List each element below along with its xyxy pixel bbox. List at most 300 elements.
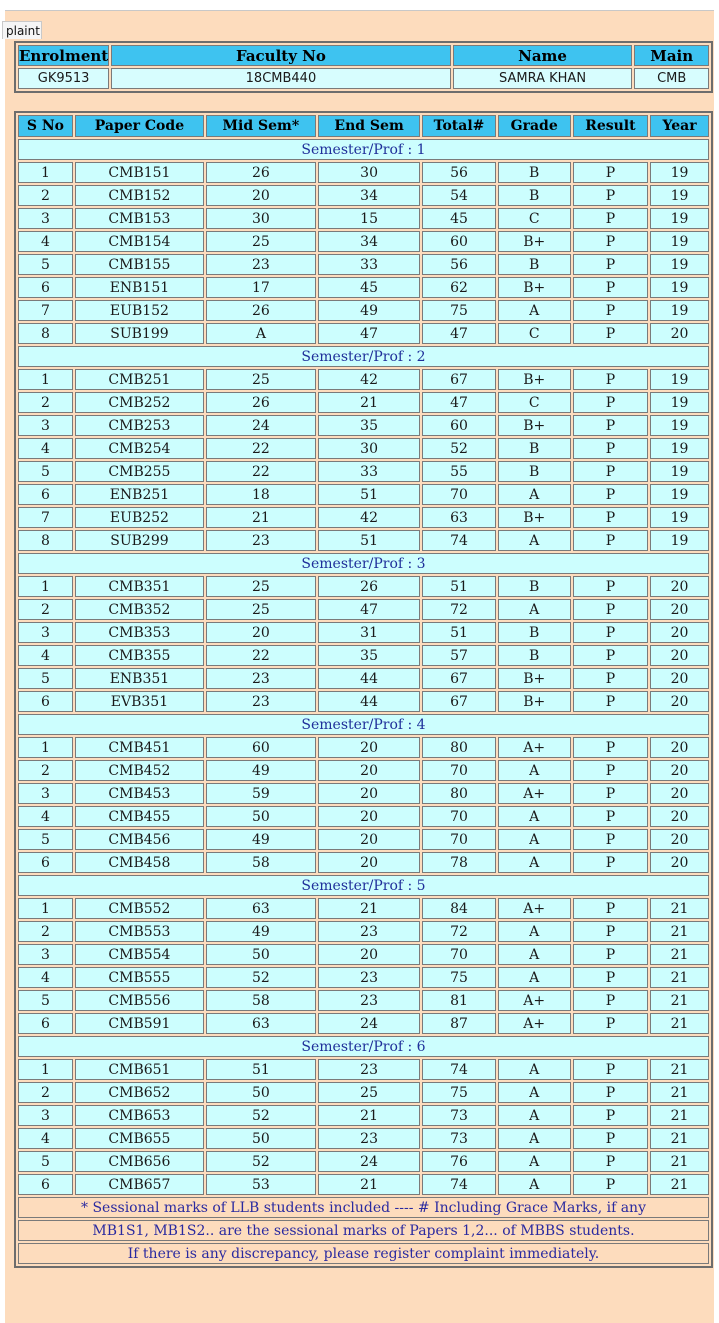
mid-sem-cell: 30 [206,208,316,229]
result-cell: P [573,1151,648,1172]
mid-sem-cell: 52 [206,1105,316,1126]
result-cell: P [573,323,648,344]
grade-cell: B+ [498,668,571,689]
table-row [18,507,709,528]
grade-cell: B+ [498,277,571,298]
result-cell: P [573,1105,648,1126]
table-row [18,1013,709,1034]
grade-cell: A [498,599,571,620]
grade-cell: B+ [498,369,571,390]
grade-header: Grade [498,115,571,137]
table-row [18,783,709,804]
grade-cell: A [498,1151,571,1172]
sno-cell: 2 [18,1082,73,1103]
mid-sem-cell: 59 [206,783,316,804]
name-value: SAMRA KHAN [453,68,633,89]
result-cell: P [573,208,648,229]
end-sem-header: End Sem [318,115,421,137]
grade-cell: B [498,576,571,597]
paper-code-cell: CMB251 [75,369,204,390]
year-cell: 21 [650,921,709,942]
sno-cell: 3 [18,415,73,436]
table-row [18,530,709,551]
year-cell: 19 [650,277,709,298]
table-row [18,208,709,229]
result-cell: P [573,392,648,413]
result-cell: P [573,852,648,873]
total-cell: 73 [422,1105,495,1126]
sno-cell: 6 [18,691,73,712]
year-cell: 19 [650,208,709,229]
note-row [18,1220,709,1241]
end-sem-cell: 23 [318,1128,421,1149]
end-sem-cell: 30 [318,438,421,459]
paper-code-cell: CMB552 [75,898,204,919]
table-row [18,277,709,298]
mid-sem-cell: 50 [206,1128,316,1149]
grade-cell: B [498,185,571,206]
result-cell: P [573,300,648,321]
paper-code-cell: EUB152 [75,300,204,321]
sno-cell: 6 [18,1013,73,1034]
end-sem-cell: 20 [318,737,421,758]
sno-cell: 4 [18,806,73,827]
total-cell: 80 [422,737,495,758]
year-cell: 19 [650,415,709,436]
total-cell: 67 [422,369,495,390]
table-row [18,415,709,436]
table-row [18,645,709,666]
end-sem-cell: 26 [318,576,421,597]
paper-code-cell: CMB153 [75,208,204,229]
year-cell: 19 [650,300,709,321]
grade-cell: A [498,1082,571,1103]
sno-cell: 3 [18,944,73,965]
end-sem-cell: 23 [318,967,421,988]
grade-cell: A [498,760,571,781]
result-cell: P [573,185,648,206]
sno-cell: 5 [18,1151,73,1172]
total-cell: 73 [422,1128,495,1149]
paper-code-cell: CMB155 [75,254,204,275]
result-cell: P [573,1128,648,1149]
sno-cell: 2 [18,185,73,206]
semester-heading: Semester/Prof : 4 [18,714,709,735]
enrolment-value: GK9513 [18,68,109,89]
total-cell: 56 [422,254,495,275]
semester-heading: Semester/Prof : 3 [18,553,709,574]
grade-cell: A+ [498,737,571,758]
sno-cell: 4 [18,1128,73,1149]
mid-sem-cell: 26 [206,162,316,183]
table-row [18,990,709,1011]
result-cell: P [573,576,648,597]
result-cell: P [573,668,648,689]
total-cell: 70 [422,829,495,850]
end-sem-cell: 42 [318,507,421,528]
paper-code-cell: ENB251 [75,484,204,505]
paper-code-cell: CMB455 [75,806,204,827]
table-row [18,760,709,781]
mid-sem-cell: 60 [206,737,316,758]
note-row [18,1243,709,1264]
result-cell: P [573,783,648,804]
paper-code-cell: CMB355 [75,645,204,666]
total-cell: 56 [422,162,495,183]
table-row [18,231,709,252]
total-cell: 51 [422,622,495,643]
mid-sem-cell: 49 [206,921,316,942]
sno-cell: 7 [18,507,73,528]
discrepancy-note: If there is any discrepancy, please register complaint immediately. [18,1243,709,1264]
result-cell: P [573,990,648,1011]
year-cell: 20 [650,622,709,643]
mid-sem-cell: 50 [206,944,316,965]
student-info-value-row [18,68,709,89]
end-sem-cell: 34 [318,231,421,252]
end-sem-cell: 49 [318,300,421,321]
sno-cell: 2 [18,392,73,413]
paper-code-cell: CMB452 [75,760,204,781]
total-cell: 70 [422,806,495,827]
grade-cell: A [498,1105,571,1126]
year-cell: 21 [650,990,709,1011]
mid-sem-cell: 20 [206,622,316,643]
year-cell: 19 [650,392,709,413]
table-row [18,438,709,459]
year-cell: 21 [650,1128,709,1149]
result-cell: P [573,806,648,827]
total-cell: 62 [422,277,495,298]
table-row [18,737,709,758]
year-cell: 21 [650,1059,709,1080]
semester-heading: Semester/Prof : 2 [18,346,709,367]
paper-code-cell: CMB351 [75,576,204,597]
end-sem-cell: 15 [318,208,421,229]
paper-code-cell: CMB653 [75,1105,204,1126]
mid-sem-cell: 58 [206,852,316,873]
year-cell: 20 [650,806,709,827]
year-cell: 20 [650,323,709,344]
enrolment-header: Enrolment [19,46,109,65]
sno-cell: 1 [18,576,73,597]
end-sem-cell: 45 [318,277,421,298]
grade-cell: A [498,852,571,873]
sno-cell: 1 [18,898,73,919]
mid-sem-cell: 52 [206,1151,316,1172]
end-sem-cell: 44 [318,691,421,712]
total-cell: 47 [422,323,495,344]
paper-code-header: Paper Code [75,115,204,137]
total-cell: 45 [422,208,495,229]
year-cell: 20 [650,599,709,620]
semester-heading: Semester/Prof : 5 [18,875,709,896]
grade-cell: A [498,530,571,551]
end-sem-cell: 20 [318,944,421,965]
table-row [18,691,709,712]
sno-cell: 8 [18,323,73,344]
result-cell: P [573,829,648,850]
paper-code-cell: CMB353 [75,622,204,643]
end-sem-cell: 51 [318,530,421,551]
mid-sem-cell: 58 [206,990,316,1011]
grade-cell: B+ [498,691,571,712]
result-cell: P [573,1013,648,1034]
total-header: Total# [422,115,495,137]
total-cell: 80 [422,783,495,804]
mid-sem-cell: 25 [206,599,316,620]
complaint-tab[interactable]: plaint [2,21,42,39]
total-cell: 75 [422,967,495,988]
result-cell: P [573,415,648,436]
result-cell: P [573,254,648,275]
total-cell: 70 [422,944,495,965]
table-row [18,1128,709,1149]
faculty-no-value: 18CMB440 [111,68,450,89]
mid-sem-cell: 51 [206,1059,316,1080]
total-cell: 81 [422,990,495,1011]
paper-code-cell: CMB555 [75,967,204,988]
end-sem-cell: 24 [318,1013,421,1034]
mid-sem-cell: 23 [206,668,316,689]
year-cell: 19 [650,185,709,206]
year-cell: 19 [650,369,709,390]
marks-header-row [18,115,709,137]
semester-heading-row [18,875,709,896]
sno-cell: 4 [18,231,73,252]
result-cell: P [573,277,648,298]
mid-sem-cell: 63 [206,898,316,919]
end-sem-cell: 34 [318,185,421,206]
result-cell: P [573,369,648,390]
table-row [18,1082,709,1103]
end-sem-cell: 42 [318,369,421,390]
sno-cell: 6 [18,1174,73,1195]
table-row [18,1105,709,1126]
grade-cell: B+ [498,415,571,436]
year-cell: 20 [650,691,709,712]
end-sem-cell: 44 [318,668,421,689]
sno-cell: 1 [18,737,73,758]
table-row [18,622,709,643]
total-cell: 67 [422,668,495,689]
year-cell: 20 [650,852,709,873]
grade-cell: B [498,438,571,459]
total-cell: 74 [422,1059,495,1080]
grade-cell: B+ [498,231,571,252]
grade-cell: A [498,1059,571,1080]
note-row [18,1197,709,1218]
end-sem-cell: 20 [318,829,421,850]
paper-code-cell: CMB151 [75,162,204,183]
result-cell: P [573,461,648,482]
semester-heading: Semester/Prof : 1 [18,139,709,160]
mid-sem-cell: 63 [206,1013,316,1034]
grade-cell: B+ [498,507,571,528]
mid-sem-cell: 22 [206,461,316,482]
sno-cell: 2 [18,599,73,620]
end-sem-cell: 35 [318,645,421,666]
grade-cell: A+ [498,898,571,919]
total-cell: 84 [422,898,495,919]
semester-heading-row [18,1036,709,1057]
mid-sem-cell: 18 [206,484,316,505]
end-sem-cell: 20 [318,852,421,873]
semester-heading-row [18,714,709,735]
grade-cell: A [498,300,571,321]
sno-cell: 6 [18,277,73,298]
year-cell: 19 [650,461,709,482]
table-row [18,461,709,482]
table-row [18,484,709,505]
paper-code-cell: ENB151 [75,277,204,298]
sno-cell: 3 [18,208,73,229]
mid-sem-cell: 25 [206,231,316,252]
table-row [18,599,709,620]
mid-sem-cell: 21 [206,507,316,528]
table-row [18,392,709,413]
result-cell: P [573,1082,648,1103]
grade-cell: A+ [498,990,571,1011]
grade-cell: B [498,254,571,275]
paper-code-cell: CMB656 [75,1151,204,1172]
total-cell: 87 [422,1013,495,1034]
mid-sem-cell: 50 [206,1082,316,1103]
table-row [18,967,709,988]
student-info-table [14,41,713,93]
total-cell: 67 [422,691,495,712]
grade-cell: B [498,622,571,643]
paper-code-cell: SUB299 [75,530,204,551]
year-cell: 19 [650,507,709,528]
sno-cell: 3 [18,622,73,643]
paper-code-cell: CMB252 [75,392,204,413]
mbbs-sessional-note: MB1S1, MB1S2.. are the sessional marks of Papers 1,2... of MBBS students. [18,1220,709,1241]
paper-code-cell: CMB657 [75,1174,204,1195]
total-cell: 74 [422,1174,495,1195]
end-sem-cell: 33 [318,461,421,482]
table-row [18,1174,709,1195]
table-row [18,806,709,827]
total-cell: 47 [422,392,495,413]
total-cell: 57 [422,645,495,666]
end-sem-cell: 33 [318,254,421,275]
year-cell: 21 [650,898,709,919]
result-cell: P [573,484,648,505]
total-cell: 60 [422,231,495,252]
sno-cell: 2 [18,921,73,942]
paper-code-cell: CMB655 [75,1128,204,1149]
total-cell: 55 [422,461,495,482]
total-cell: 63 [422,507,495,528]
sno-cell: 7 [18,300,73,321]
sno-cell: 4 [18,967,73,988]
table-row [18,576,709,597]
result-cell: P [573,162,648,183]
paper-code-cell: SUB199 [75,323,204,344]
result-cell: P [573,967,648,988]
sno-cell: 3 [18,1105,73,1126]
end-sem-cell: 21 [318,898,421,919]
total-cell: 70 [422,484,495,505]
student-info-header-row [18,45,709,66]
sno-cell: 4 [18,438,73,459]
table-row [18,1059,709,1080]
end-sem-cell: 25 [318,1082,421,1103]
year-cell: 19 [650,438,709,459]
year-cell: 21 [650,1013,709,1034]
table-row [18,323,709,344]
sno-cell: 5 [18,829,73,850]
mid-sem-cell: 24 [206,415,316,436]
table-row [18,369,709,390]
table-row [18,944,709,965]
table-row [18,898,709,919]
end-sem-cell: 21 [318,392,421,413]
result-cell: P [573,1174,648,1195]
grade-cell: A [498,1128,571,1149]
year-cell: 20 [650,737,709,758]
grade-cell: C [498,208,571,229]
sno-cell: 1 [18,1059,73,1080]
year-cell: 20 [650,645,709,666]
sno-cell: 5 [18,254,73,275]
mid-sem-cell: 23 [206,254,316,275]
table-row [18,852,709,873]
sno-cell: 4 [18,645,73,666]
year-cell: 21 [650,1174,709,1195]
total-cell: 70 [422,760,495,781]
table-row [18,254,709,275]
name-header: Name [453,45,633,66]
result-cell: P [573,898,648,919]
semester-heading-row [18,346,709,367]
paper-code-cell: CMB554 [75,944,204,965]
semester-heading: Semester/Prof : 6 [18,1036,709,1057]
grade-cell: B [498,645,571,666]
sno-cell: 5 [18,990,73,1011]
total-cell: 76 [422,1151,495,1172]
mid-sem-cell: 53 [206,1174,316,1195]
mid-sem-cell: 20 [206,185,316,206]
total-cell: 74 [422,530,495,551]
year-cell: 20 [650,760,709,781]
mid-sem-cell: 50 [206,806,316,827]
total-cell: 54 [422,185,495,206]
mid-sem-cell: 22 [206,645,316,666]
end-sem-cell: 23 [318,1059,421,1080]
result-cell: P [573,737,648,758]
table-row [18,921,709,942]
mid-sem-cell: 49 [206,829,316,850]
sno-cell: 3 [18,783,73,804]
end-sem-cell: 20 [318,760,421,781]
paper-code-cell: CMB456 [75,829,204,850]
sno-cell: 2 [18,760,73,781]
year-cell: 19 [650,231,709,252]
sno-cell: 5 [18,461,73,482]
total-cell: 72 [422,599,495,620]
paper-code-cell: CMB451 [75,737,204,758]
grade-cell: A+ [498,1013,571,1034]
paper-code-cell: CMB352 [75,599,204,620]
grade-cell: A [498,829,571,850]
sno-cell: 6 [18,484,73,505]
paper-code-cell: CMB453 [75,783,204,804]
result-cell: P [573,944,648,965]
paper-code-cell: CMB255 [75,461,204,482]
year-cell: 21 [650,944,709,965]
